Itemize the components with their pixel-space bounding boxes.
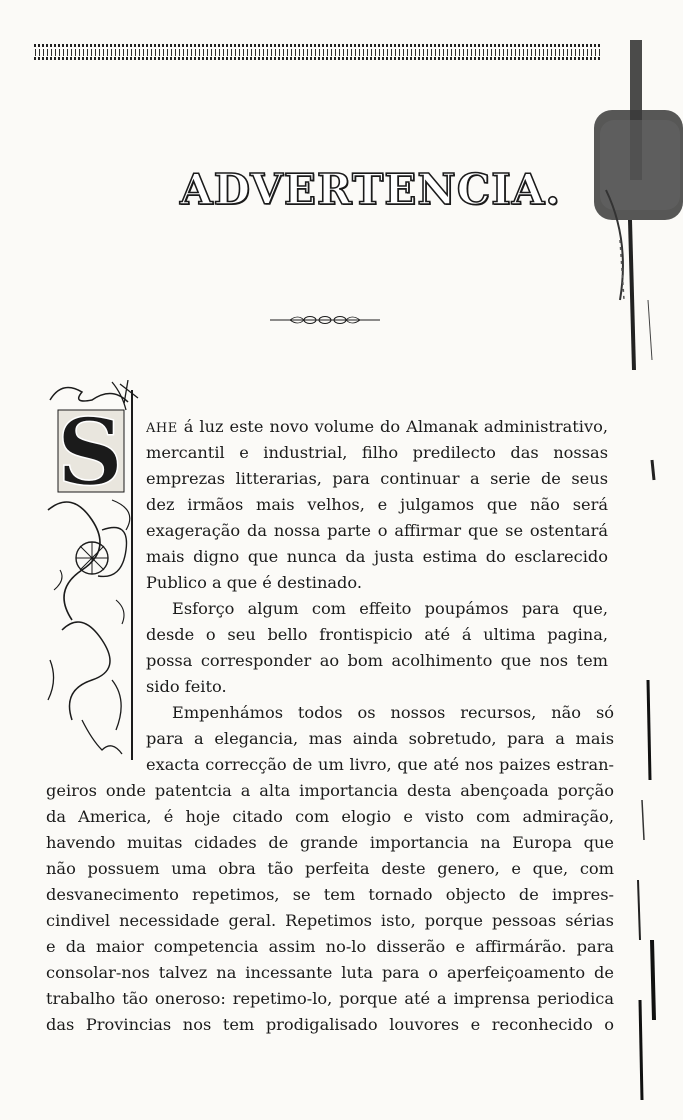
text-line (146, 414, 608, 440)
text-line: das Provincias nos tem prodigalisado louvores e reconhecido o (46, 1015, 614, 1034)
text-line: Empenhámos todos os nossos recursos, não só (172, 703, 614, 722)
text-line: mais digno que nunca da justa estima do esclarecido (146, 547, 608, 566)
text-line: e da maior competencia assim no-lo disserão e affirmárão. para (46, 937, 614, 956)
text-line: cindivel necessidade geral. Repetimos isto, porque pessoas sérias (46, 911, 614, 930)
text-line: exacta correcção de um livro, que até nos paizes estran- (146, 755, 614, 774)
text-line: Esforço algum com effeito poupámos para que, (172, 599, 608, 618)
dropcap-continuation: AHE (146, 421, 178, 436)
page-title: ADVERTENCIA. (180, 165, 561, 214)
text-line: sido feito. (146, 677, 227, 696)
ornamental-border (34, 44, 602, 60)
text-line: desde o seu bello frontispicio até á ultima pagina, (146, 625, 608, 644)
text-line-rest: á luz este novo volume do Almanak administrativo, (177, 417, 608, 436)
svg-text:S: S (56, 398, 124, 506)
paragraph-3-narrow (146, 700, 614, 778)
text-line: trabalho tão oneroso: repetimo-lo, porque até a imprensa periodica (46, 989, 614, 1008)
text-line: dez irmãos mais velhos, e julgamos que não será (146, 495, 608, 514)
paragraph-1 (146, 414, 608, 596)
text-line: possa corresponder ao bom acolhimento que nos tem (146, 651, 608, 670)
scroll-divider-icon (270, 312, 380, 328)
text-line: geiros onde patentcia a alta importancia desta abençoada porção (46, 781, 614, 800)
text-line: mercantil e industrial, filho predilecto das nossas (146, 443, 608, 462)
text-line: desvanecimento repetimos, se tem tornado objecto de impres- (46, 885, 614, 904)
paragraph-2 (146, 596, 608, 700)
text-line: Publico a que é destinado. (146, 573, 363, 592)
text-line: exageração da nossa parte o affirmar que se ostentará (146, 521, 608, 540)
text-line: havendo muitas cidades de grande importancia na Europa que (46, 833, 614, 852)
text-line: da America, é hoje citado com elogio e visto com admiração, (46, 807, 614, 826)
text-line: consolar-nos talvez na incessante luta para o aperfeiçoamento de (46, 963, 614, 982)
text-line: não possuem uma obra tão perfeita deste genero, e que, com (46, 859, 614, 878)
floral-initial-icon (42, 380, 154, 768)
text-line: para a elegancia, mas ainda sobretudo, para a mais (146, 729, 614, 748)
paragraph-3-wide (46, 778, 614, 1038)
text-line: emprezas litterarias, para continuar a serie de seus (146, 469, 608, 488)
